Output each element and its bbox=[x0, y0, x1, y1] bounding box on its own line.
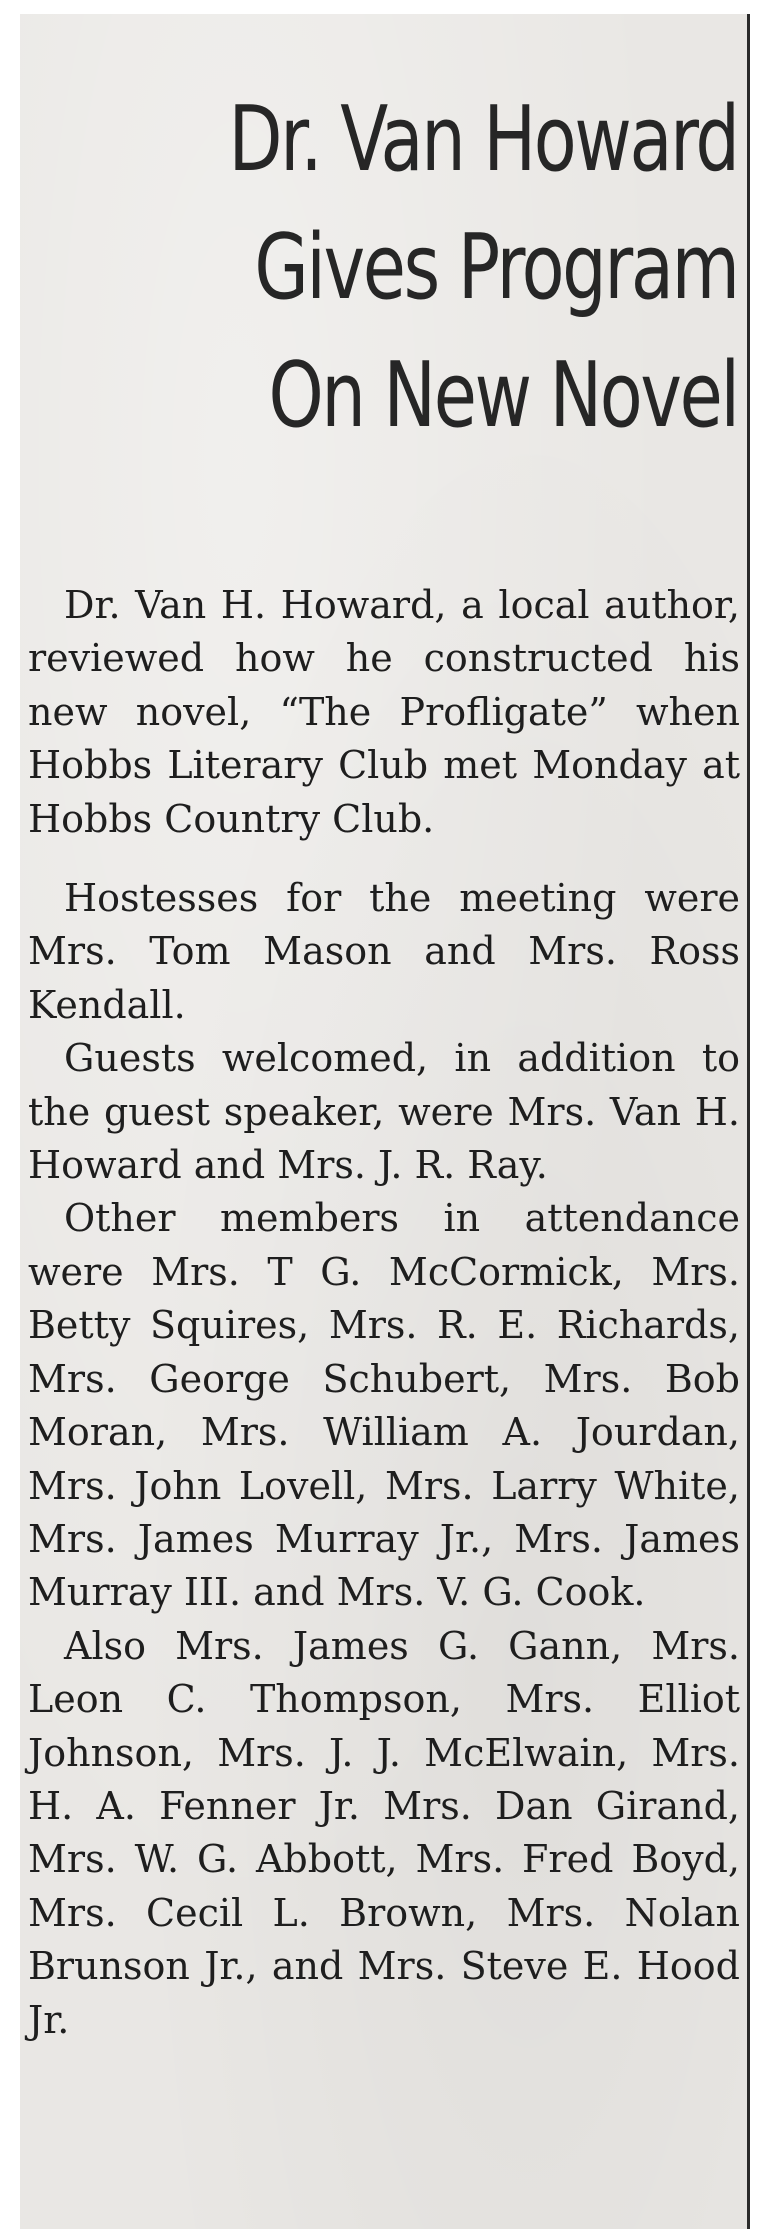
article-body bbox=[28, 579, 740, 2047]
newspaper-clipping bbox=[20, 14, 750, 2229]
paragraph-also: Also Mrs. James G. Gann, Mrs. Leon C. Thompson, Mrs. Elliot Johnson, Mrs. J. J. McElwain, Mrs. H. A. Fenner Jr. Mrs. Dan Girand, Mrs. W. G. Abbott, Mrs. Fred Boyd, Mrs. Cecil L. Brown, Mrs. Nolan Brunson Jr., and Mrs. Steve E. Hood Jr. bbox=[28, 1623, 740, 2042]
headline bbox=[180, 14, 747, 460]
paragraph-intro: Dr. Van H. Howard, a local author, reviewed how he constructed his new novel, “The Profligate” when Hobbs Literary Club met Monday at Hobbs Country Club. bbox=[28, 583, 740, 841]
paragraph-guests: Guests welcomed, in addition to the guest speaker, were Mrs. Van H. Howard and Mrs. J. R. Ray. bbox=[28, 1036, 740, 1188]
paragraph-members: Other members in attendance were Mrs. T G. McCormick, Mrs. Betty Squires, Mrs. R. E. Richards, Mrs. George Schubert, Mrs. Bob Moran, Mrs. William A. Jourdan, Mrs. John Lovell, Mrs. Larry White, Mrs. James Murray Jr., Mrs. James Murray III. and Mrs. V. G. Cook. bbox=[28, 1196, 740, 1615]
paragraph-hostesses: Hostesses for the meeting were Mrs. Tom Mason and Mrs. Ross Kendall. bbox=[28, 876, 740, 1027]
headline-line-3: On New Novel bbox=[268, 343, 738, 448]
headline-line-2: Gives Program bbox=[254, 215, 738, 320]
headline-line-1: Dr. Van Howard bbox=[228, 87, 738, 192]
